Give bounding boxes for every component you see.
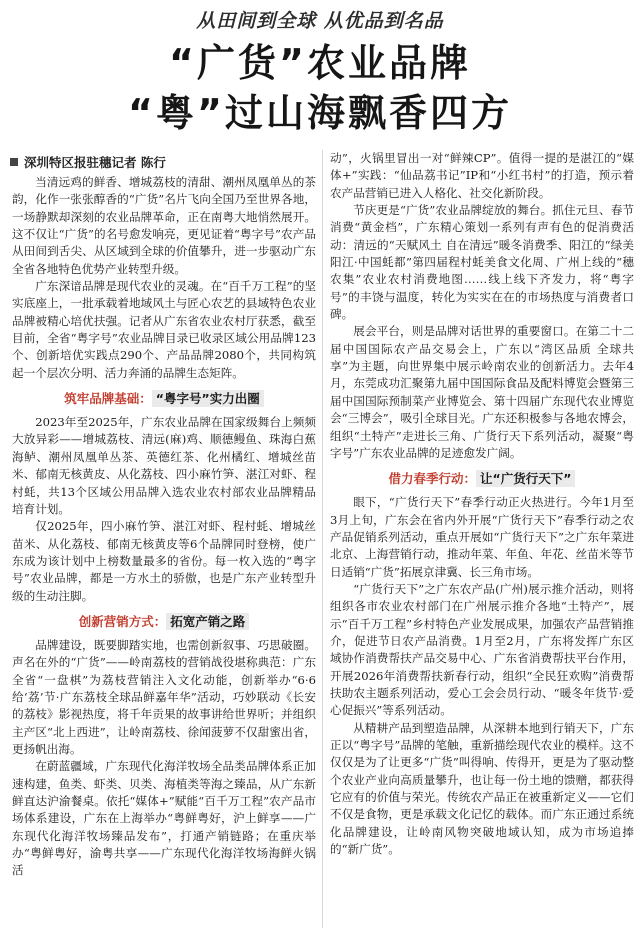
byline — [10, 153, 320, 173]
paragraph: 展会平台，则是品牌对话世界的重要窗口。在第二十二届中国国际农产品交易会上，广东以“湾区品质 全球共享”为主题，向世界集中展示岭南农业的创新活力。去年4月，东莞成功汇聚第九届中国国际食品及配料博览会暨第三届中国国际预制菜产业博览会、第十四届广东现代农业博览会“三博会”，吸引全球目光。广东还积极参与各地农博会，组织“土特产”走进长三角、广货行天下系列活动，凝聚“粤字号”广东农业品牌的足迹愈发广阔。 — [330, 324, 634, 460]
paragraph: 广东深谙品牌是现代农业的灵魂。在“百千万工程”的坚实底座上，一批承载着地域风土与匠心农艺的县域特色农业品牌被精心培优扶强。记者从广东省农业农村厅获悉，截至目前，全省“粤字号”农业品牌目录已收录区域公用品牌123个、创新培优实践点290个、产品品牌2080个，共同构筑起一个层次分明、活力奔涌的品牌生态矩阵。 — [12, 279, 316, 380]
byline-square-icon — [10, 158, 18, 166]
section-heading-text: “粤字号”实力出圈 — [152, 390, 264, 407]
paragraph: 仅2025年，四小麻竹笋、湛江对虾、程村蚝、增城丝苗米、从化荔枝、郁南无核黄皮等6个品牌同时登榜，使广东成为该计划中上榜数量最多的省份。每一枚入选的“粤字号”农业品牌，都是一方水土的骄傲，也是广东产业转型升级的生动注脚。 — [12, 519, 316, 603]
section-heading-text: 拓宽产销之路 — [166, 613, 249, 630]
headline-line-1: “广货”农业品牌 — [169, 41, 471, 85]
paragraph-continued: 动”，火锅里冒出一对“鲜辣CP”。值得一提的是湛江的“媒体+”实践：“仙品荔书记”IP和“小红书村”的打造，预示着农产品营销已进入人格化、社交化新阶段。 — [330, 151, 634, 200]
headline-line-2: “粤”过山海飘香四方 — [128, 91, 512, 135]
paragraph: 眼下，“广货行天下”春季行动正火热进行。今年1月至3月上旬，广东会在省内外开展“广货行天下”春季行动之农产品促销系列活动，重点开展如“广货行天下”之广东年菜进北京、上海营销行动，推动年菜、年鱼、年花、丝苗米等节日适销“广货”拓展京津冀、长三角市场。 — [330, 495, 634, 579]
column-right — [330, 150, 634, 926]
byline-text: 深圳特区报驻穗记者 陈行 — [24, 155, 166, 170]
paragraph: “广货行天下”之广东农产品(广州)展示推介活动，则将组织各市农业农村部门在广州展示推介各地“土特产”，展示“百千万工程”乡村特色产业发展成果，加强农产品营销推介，促进节日农产品消费。1月至2月，广东将发挥广东区域协作消费帮扶产品交易中心、广东省消费帮扶平台作用，开展2026年消费帮扶新春行动，组织“全民狂欢购”消费帮扶助农主题系列活动，爱心工会会员行动、“暖冬年货节·爱心促振兴”等系列活动。 — [330, 581, 634, 718]
column-divider — [322, 150, 323, 928]
paragraph: 品牌建设，既要脚踏实地，也需创新叙事、巧思破圈。声名在外的“广货”——岭南荔枝的营销战役堪称典范：广东全省“一盘棋”为荔枝营销注入文化动能，创新举办“6·6给‘荔’节·广东荔枝全球品鲜嘉年华”活动，巧妙联动《长安的荔枝》影视热度，将千年贡果的故事讲给世界听；并组织主产区“北上西进”，让岭南荔枝、徐闻菠萝不仅甜蜜出省，更扬帆出海。 — [12, 637, 316, 756]
column-left — [12, 174, 316, 926]
paragraph: 节庆更是“广货”农业品牌绽放的舞台。抓住元旦、春节消费“黄金档”，广东精心策划一系列有声有色的促消费活动：清远的“天赋风土 自在清远”暖冬消费季、阳江的“绿美阳江·中国蚝都”第四届程村蚝美食文化周、广州上线的“穗农集”农业农村消费地图……线上线下齐发力，将“粤字号”的丰饶与温度，转化为实实在在的市场热度与消费者口碑。 — [330, 203, 634, 322]
section-heading-label: 借力春季行动： — [388, 471, 477, 487]
section-heading-label: 创新营销方式： — [78, 613, 167, 629]
kicker-line: 从田间到全球 从优品到名品 — [196, 10, 444, 32]
paragraph: 2023年至2025年，广东农业品牌在国家级舞台上频频大放异彩——增城荔枝、清远(麻)鸡、顺德鳗鱼、珠海白蕉海鲈、潮州凤凰单丛茶、英德红茶、化州橘红、增城丝苗米、郁南无核黄皮、从化荔枝、四小麻竹笋、湛江对虾、程村蚝，共13个区域公用品牌入选农业农村部农业品牌精品培育计划。 — [12, 415, 316, 516]
paragraph: 在蔚蓝疆域，广东现代化海洋牧场全品类品牌体系正加速构建，鱼类、虾类、贝类、海植类等海之臻品，从广东新鲜直达沪渝餐桌。依托“媒体+”赋能“百千万工程”农产品市场体系建设，广东在上海举办“粤鲜粤好，沪上鲜享——广东现代化海洋牧场臻品发布”，打通产销链路；在重庆举办“粤鲜粤好，渝粤共享——广东现代化海洋牧场海鲜火锅活 — [12, 759, 316, 878]
headline-block — [0, 0, 640, 150]
section-heading-text: 让“广货行天下” — [476, 470, 575, 487]
section-heading-label: 筑牢品牌基础： — [64, 391, 152, 407]
section-heading-spring-campaign — [330, 468, 634, 490]
section-heading-marketing — [12, 611, 316, 633]
paragraph: 当清远鸡的鲜香、增城荔枝的清甜、潮州凤凰单丛的茶韵，化作一张张醇香的“广货”名片飞向全国乃至世界各地，一场静默却深刻的农业品牌革命，正在南粤大地悄然展开。这不仅让“广货”的名号愈发响亮，更见证着“粤字号”农产品从田间到舌尖、从区域到全球的价值攀升，进一步驱动广东全省各地特色优势产业转型升级。 — [12, 175, 316, 276]
section-heading-brand-foundation — [12, 388, 316, 410]
paragraph: 从精耕产品到塑造品牌，从深耕本地到行销天下，广东正以“粤字号”品牌的笔触，重新描绘现代农业的模样。这不仅仅是为了让更多“广货”叫得响、传得开，更是为了驱动整个农业产业向高质量攀升，也让每一份土地的馈赠，都获得它应有的价值与荣光。传统农产品正在被重新定义——它们不仅是食物，更是承载文化记忆的载体。而广东正通过系统化品牌建设，让岭南风物突破地域认知，成为市场追捧的“新广货”。 — [330, 720, 634, 857]
